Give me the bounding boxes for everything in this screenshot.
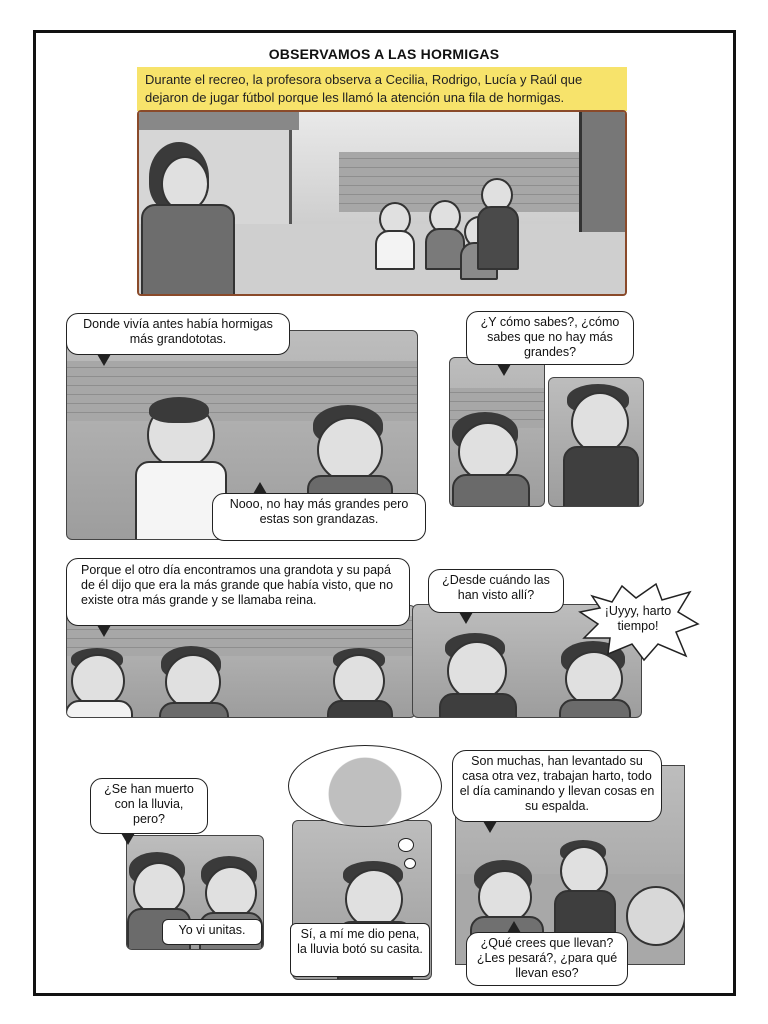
speech-bubble-11: ¿Qué crees que llevan? ¿Les pesará?, ¿para qué llevan eso? [466, 932, 628, 986]
speech-bubble-4: Porque el otro día encontramos una grandota y su papá de él dijo que era la más grande que había visto, que no existe otra más grande y se llamaba reina. [66, 558, 410, 626]
intro-text-box: Durante el recreo, la profesora observa a Cecilia, Rodrigo, Lucía y Raúl que dejaron de jugar fútbol porque les llamó la atención una fila de hormigas. [137, 67, 627, 111]
tree-illustration [579, 112, 627, 232]
thought-cloud [288, 745, 442, 827]
speech-bubble-1: Donde vivía antes había hormigas más grandototas. [66, 313, 290, 355]
speech-bubble-5: ¿Desde cuándo las han visto allí? [428, 569, 564, 613]
comic-panel-3 [548, 377, 644, 507]
thought-bubble-dot [398, 838, 414, 852]
exclamation-text: ¡Uyyy, harto tiempo! [604, 604, 672, 633]
intro-scene-illustration [137, 110, 627, 296]
speech-bubble-10: Son muchas, han levantado su casa otra vez, trabajan harto, todo el día caminando y llevan cosas en su espalda. [452, 750, 662, 822]
page-title: OBSERVAMOS A LAS HORMIGAS [268, 46, 500, 62]
speech-bubble-3: ¿Y cómo sabes?, ¿cómo sabes que no hay más grandes? [466, 311, 634, 365]
ant-closeup-illustration [626, 886, 685, 946]
speech-bubble-7: ¿Se han muerto con la lluvia, pero? [90, 778, 208, 834]
speech-bubble-8: Yo vi unitas. [162, 919, 262, 945]
speech-bubble-9: Sí, a mí me dio pena, la lluvia botó su casita. [290, 923, 430, 977]
speech-bubble-2: Nooo, no hay más grandes pero estas son grandazas. [212, 493, 426, 541]
comic-panel-2 [449, 357, 545, 507]
thought-bubble-dot [404, 858, 416, 869]
